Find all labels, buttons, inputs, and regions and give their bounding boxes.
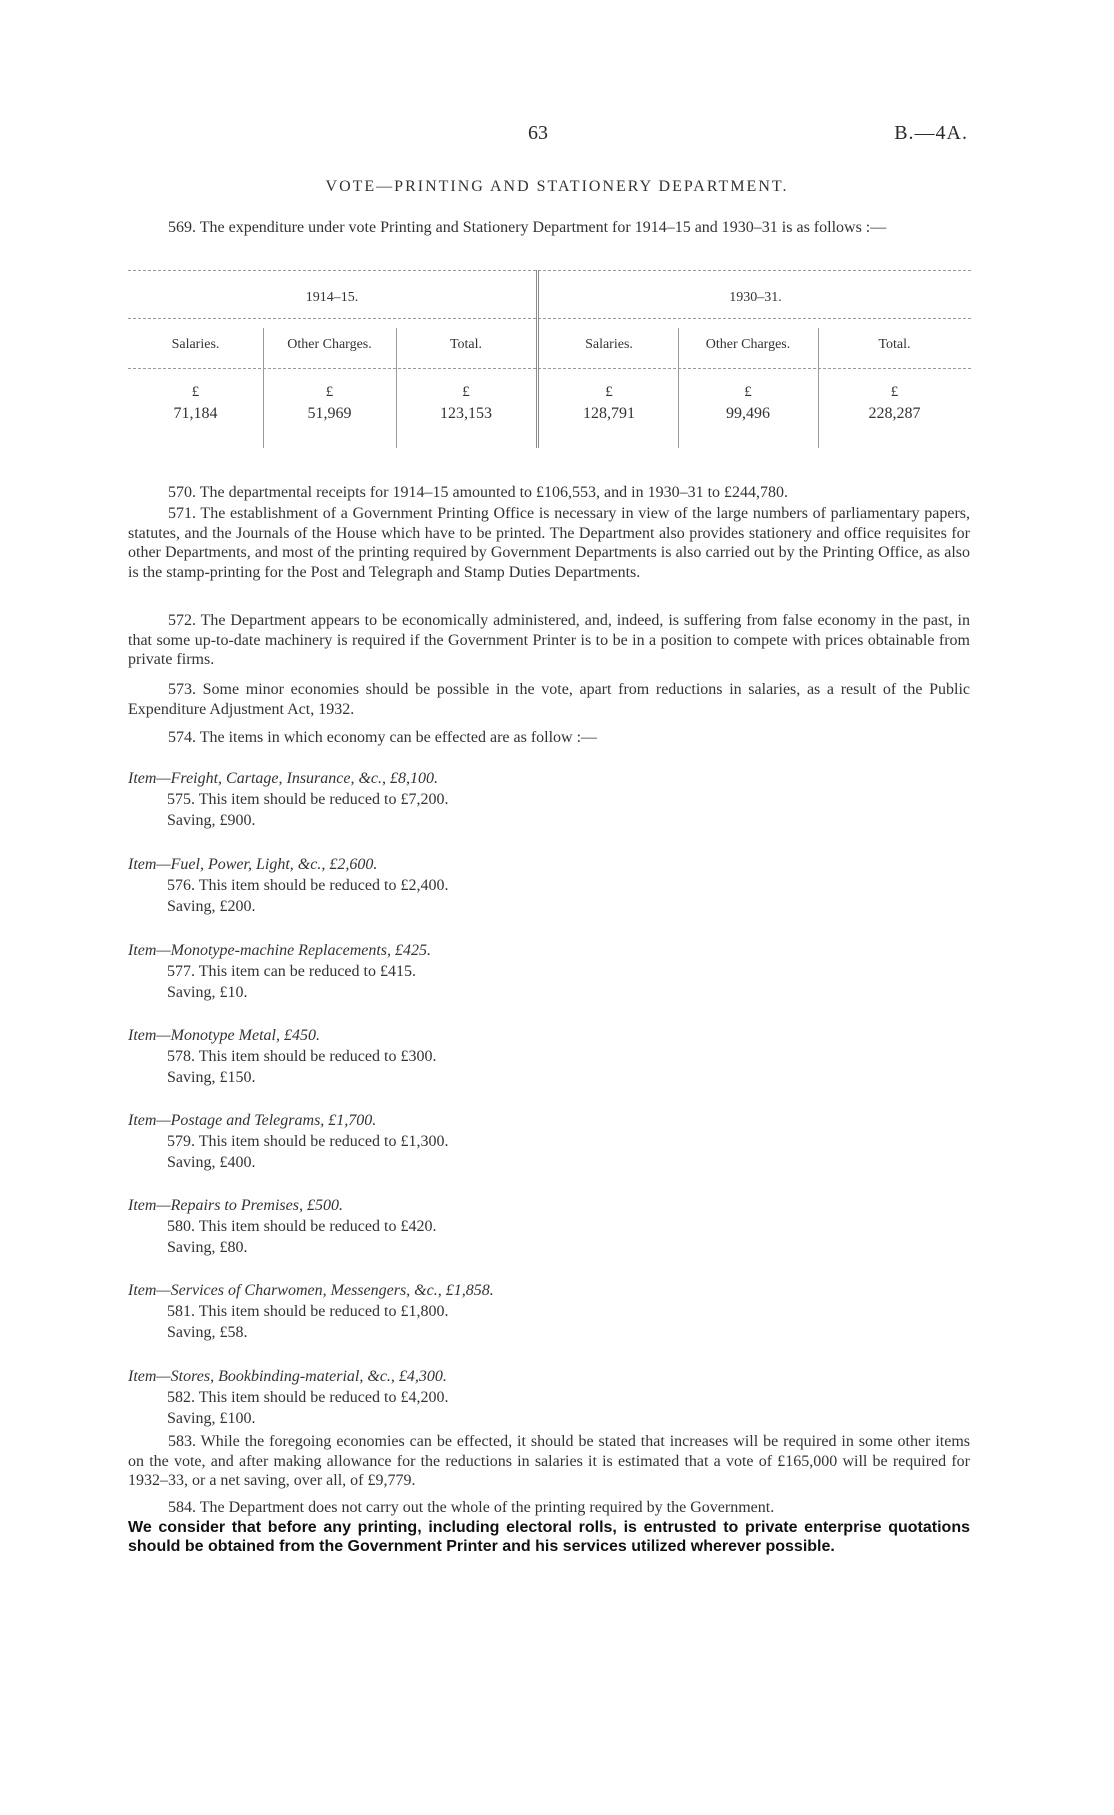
item-saving: Saving, £80. <box>167 1239 248 1256</box>
currency-symbol: £ <box>890 384 899 400</box>
table-divider-periods <box>536 270 539 448</box>
item-heading: Item—Stores, Bookbinding-material, &c., £4,300. <box>128 1368 447 1385</box>
value-total-1914: 123,153 <box>440 405 492 422</box>
item-text: 580. This item should be reduced to £420. <box>167 1218 437 1235</box>
item-heading: Item—Freight, Cartage, Insurance, &c., £8,100. <box>128 770 439 787</box>
table-rule-period <box>128 318 971 319</box>
paragraph-584-text: 584. The Department does not carry out the whole of the printing required by the Government. <box>168 1499 775 1516</box>
item-saving: Saving, £58. <box>167 1324 248 1341</box>
value-salaries-1930: 128,791 <box>583 405 635 422</box>
page-number: 63 <box>528 122 548 144</box>
currency-symbol: £ <box>605 384 613 400</box>
column-header-other-charges-1930: Other Charges. <box>705 337 791 352</box>
column-header-total-1914: Total. <box>449 337 483 352</box>
item-heading: Item—Postage and Telegrams, £1,700. <box>128 1112 377 1129</box>
paragraph-583: 583. While the foregoing economies can be effected, it should be stated that increases will be required in some other items on the vote, and after making allowance for the reductions in salaries it is estimated that a vote of £165,000 will be required for 1932–33, or a net saving, over all, of £9,779. <box>128 1433 970 1490</box>
item-text: 578. This item should be reduced to £300. <box>167 1048 437 1065</box>
value-total-1930: 228,287 <box>868 405 921 422</box>
currency-symbol: £ <box>462 384 470 400</box>
value-other-charges-1914: 51,969 <box>307 405 352 422</box>
column-header-salaries-1914: Salaries. <box>171 337 220 352</box>
period-1914-15: 1914–15. <box>305 290 359 305</box>
item-saving: Saving, £100. <box>167 1410 256 1427</box>
currency-symbol: £ <box>325 384 334 400</box>
item-heading: Item—Services of Charwomen, Messengers, &c., £1,858. <box>128 1282 494 1299</box>
item-heading: Item—Monotype Metal, £450. <box>128 1027 320 1044</box>
paragraph-584 <box>128 1498 970 1556</box>
item-text: 581. This item should be reduced to £1,800. <box>167 1303 449 1320</box>
item-text: 575. This item should be reduced to £7,200. <box>167 791 449 808</box>
item-text: 582. This item should be reduced to £4,200. <box>167 1389 449 1406</box>
paragraph-569: 569. The expenditure under vote Printing and Stationery Department for 1914–15 and 1930–31 is as follows :— <box>168 219 887 236</box>
value-salaries-1914: 71,184 <box>173 405 218 422</box>
item-heading: Item—Monotype-machine Replacements, £425. <box>128 942 432 959</box>
item-saving: Saving, £10. <box>167 984 248 1001</box>
column-header-other-charges-1914: Other Charges. <box>287 337 372 352</box>
item-saving: Saving, £200. <box>167 898 256 915</box>
paragraph-584-recommendation: We consider that before any printing, including electoral rolls, is entrusted to private enterprise quotations should be obtained from the Government Printer and his services utilized wherever possible. <box>128 1518 970 1555</box>
document-reference: B.—4A. <box>894 122 968 144</box>
value-other-charges-1930: 99,496 <box>726 405 770 422</box>
item-saving: Saving, £400. <box>167 1154 256 1171</box>
table-rule-top <box>128 270 971 271</box>
currency-symbol: £ <box>191 384 200 400</box>
column-header-salaries-1930: Salaries. <box>585 337 633 352</box>
paragraph-572: 572. The Department appears to be economically administered, and, indeed, is suffering from false economy in the past, in that some up-to-date machinery is required if the Government Printer is to be in a position to compete with prices obtainable from private firms. <box>128 612 970 669</box>
paragraph-571: 571. The establishment of a Government Printing Office is necessary in view of the large numbers of parliamentary papers, statutes, and the Journals of the House which have to be printed. The Department also provides stationery and office requisites for other Departments, and most of the printing required by Government Departments is also carried out by the Printing Office, as also is the stamp-printing for the Post and Telegraph and Stamp Duties Departments. <box>128 505 970 581</box>
table-rule-header <box>128 368 971 369</box>
item-text: 579. This item should be reduced to £1,300. <box>167 1133 449 1150</box>
paragraph-570: 570. The departmental receipts for 1914–15 amounted to £106,553, and in 1930–31 to £244,780. <box>168 484 789 501</box>
column-header-total-1930: Total. <box>878 337 911 352</box>
paragraph-573: 573. Some minor economies should be possible in the vote, apart from reductions in salaries, as a result of the Public Expenditure Adjustment Act, 1932. <box>128 681 970 718</box>
item-text: 576. This item should be reduced to £2,400. <box>167 877 449 894</box>
paragraph-574: 574. The items in which economy can be effected are as follow :— <box>168 729 598 746</box>
item-saving: Saving, £150. <box>167 1069 256 1086</box>
period-1930-31: 1930–31. <box>729 290 782 305</box>
item-heading: Item—Fuel, Power, Light, &c., £2,600. <box>128 856 378 873</box>
section-title: VOTE—PRINTING AND STATIONERY DEPARTMENT. <box>325 178 789 195</box>
currency-symbol: £ <box>744 384 752 400</box>
item-saving: Saving, £900. <box>167 812 256 829</box>
item-heading: Item—Repairs to Premises, £500. <box>128 1197 343 1214</box>
expenditure-table <box>128 270 971 458</box>
item-text: 577. This item can be reduced to £415. <box>167 963 416 980</box>
